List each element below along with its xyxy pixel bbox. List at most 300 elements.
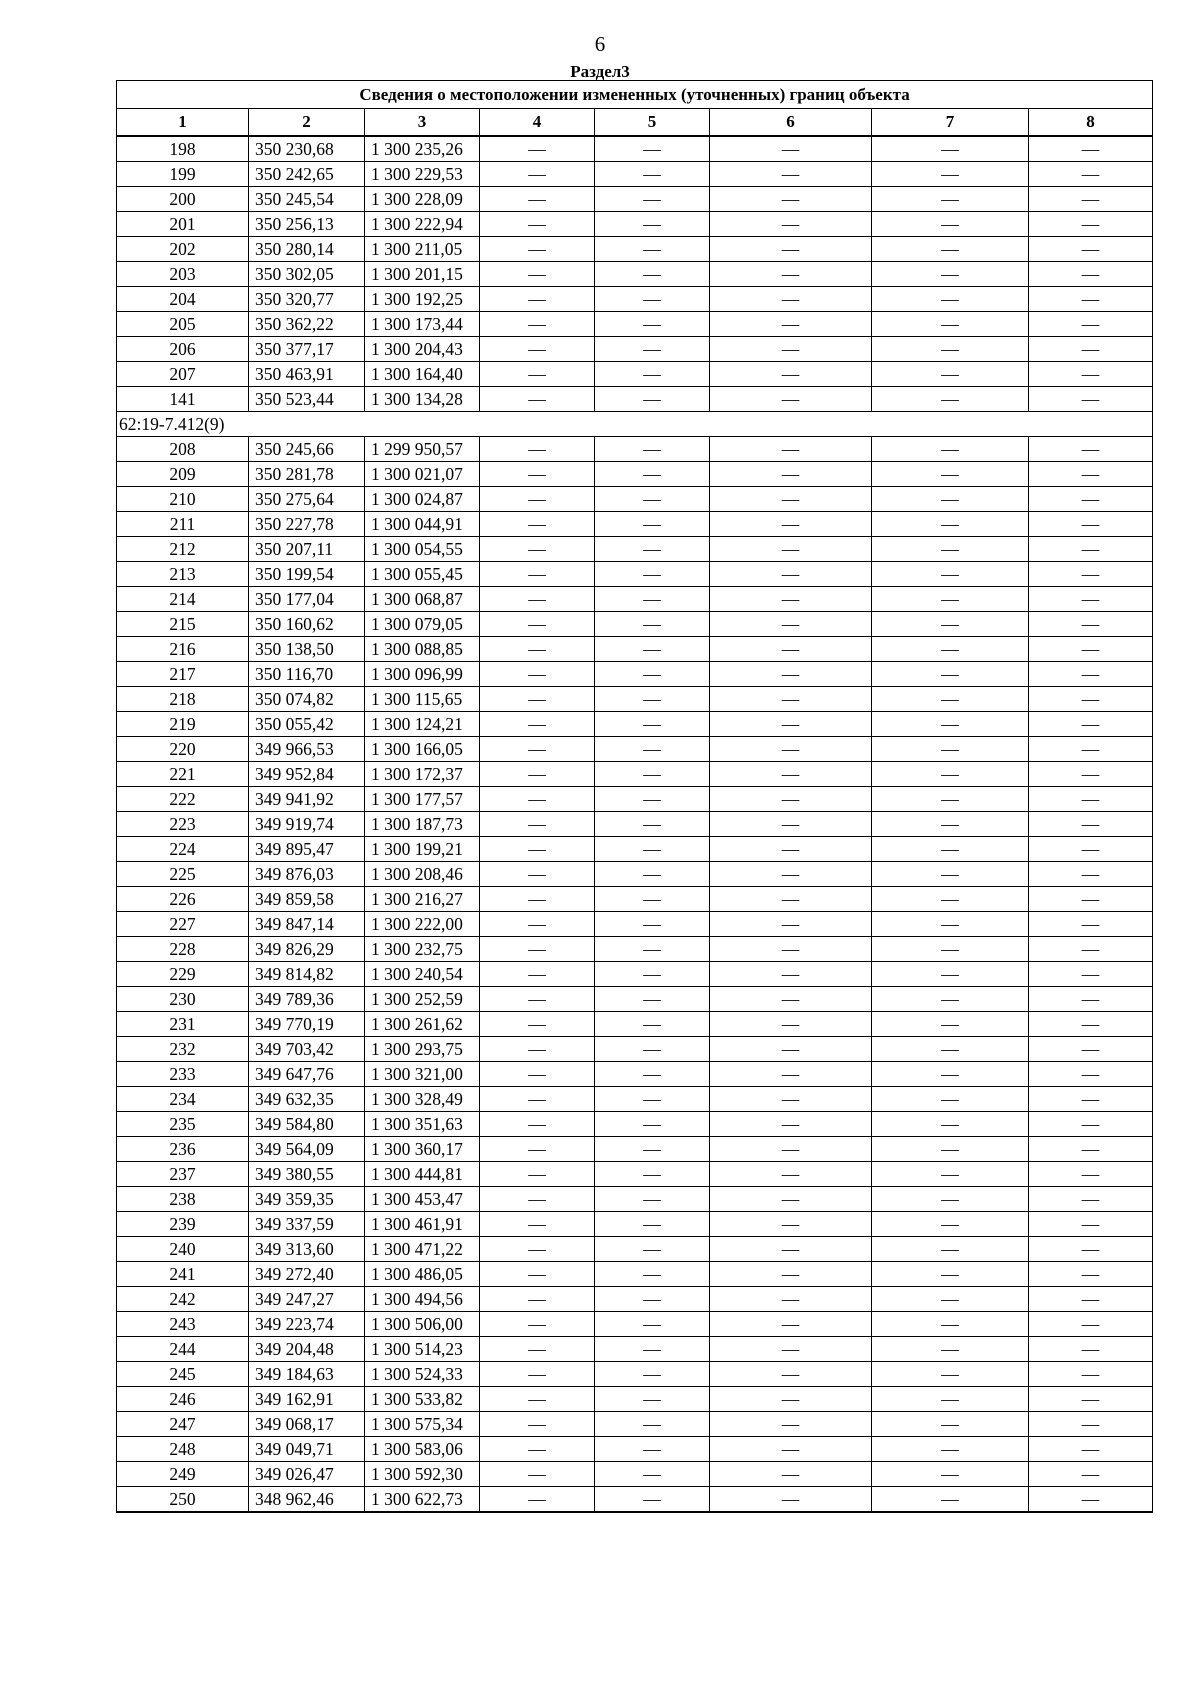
point-number-cell: 229 [117,962,249,987]
y-coordinate-cell: 1 300 055,45 [365,562,480,587]
empty-value-cell: — [872,1312,1029,1337]
empty-value-cell: — [480,1187,595,1212]
empty-value-cell: — [710,462,872,487]
empty-value-cell: — [480,237,595,262]
empty-value-cell: — [710,862,872,887]
empty-value-cell: — [710,187,872,212]
empty-value-cell: — [1029,1037,1153,1062]
empty-value-cell: — [872,1362,1029,1387]
empty-value-cell: — [710,1287,872,1312]
empty-value-cell: — [595,712,710,737]
empty-value-cell: — [710,1262,872,1287]
empty-value-cell: — [480,462,595,487]
y-coordinate-cell: 1 300 096,99 [365,662,480,687]
point-number-cell: 200 [117,187,249,212]
empty-value-cell: — [1029,1162,1153,1187]
empty-value-cell: — [480,937,595,962]
empty-value-cell: — [710,987,872,1012]
y-coordinate-cell: 1 300 173,44 [365,312,480,337]
empty-value-cell: — [872,837,1029,862]
x-coordinate-cell: 350 280,14 [249,237,365,262]
x-coordinate-cell: 349 204,48 [249,1337,365,1362]
x-coordinate-cell: 350 245,66 [249,437,365,462]
y-coordinate-cell: 1 300 024,87 [365,487,480,512]
table-row [117,1287,1153,1312]
empty-value-cell: — [710,1187,872,1212]
empty-value-cell: — [1029,737,1153,762]
table-row [117,587,1153,612]
empty-value-cell: — [1029,312,1153,337]
empty-value-cell: — [595,1062,710,1087]
y-coordinate-cell: 1 300 360,17 [365,1137,480,1162]
table-row [117,887,1153,912]
empty-value-cell: — [480,962,595,987]
empty-value-cell: — [595,1037,710,1062]
empty-value-cell: — [595,612,710,637]
empty-value-cell: — [480,1087,595,1112]
empty-value-cell: — [480,1487,595,1513]
empty-value-cell: — [872,1487,1029,1513]
empty-value-cell: — [480,1262,595,1287]
empty-value-cell: — [1029,187,1153,212]
empty-value-cell: — [710,512,872,537]
table-row [117,462,1153,487]
point-number-cell: 227 [117,912,249,937]
point-number-cell: 235 [117,1112,249,1137]
y-coordinate-cell: 1 300 486,05 [365,1262,480,1287]
empty-value-cell: — [595,487,710,512]
point-number-cell: 198 [117,136,249,162]
table-row [117,812,1153,837]
y-coordinate-cell: 1 300 240,54 [365,962,480,987]
empty-value-cell: — [710,337,872,362]
empty-value-cell: — [595,1312,710,1337]
empty-value-cell: — [595,337,710,362]
table-row [117,737,1153,762]
y-coordinate-cell: 1 300 471,22 [365,1237,480,1262]
empty-value-cell: — [480,136,595,162]
table-row [117,387,1153,412]
x-coordinate-cell: 350 275,64 [249,487,365,512]
empty-value-cell: — [1029,1137,1153,1162]
empty-value-cell: — [1029,287,1153,312]
empty-value-cell: — [872,712,1029,737]
empty-value-cell: — [710,1362,872,1387]
point-number-cell: 221 [117,762,249,787]
empty-value-cell: — [595,1012,710,1037]
y-coordinate-cell: 1 300 506,00 [365,1312,480,1337]
table-caption: Сведения о местоположении измененных (уточненных) границ объекта [117,81,1153,109]
table-row [117,912,1153,937]
x-coordinate-cell: 350 281,78 [249,462,365,487]
table-row [117,312,1153,337]
table-row [117,1112,1153,1137]
empty-value-cell: — [480,887,595,912]
y-coordinate-cell: 1 300 228,09 [365,187,480,212]
point-number-cell: 214 [117,587,249,612]
x-coordinate-cell: 350 320,77 [249,287,365,312]
empty-value-cell: — [1029,1462,1153,1487]
point-number-cell: 248 [117,1437,249,1462]
empty-value-cell: — [595,462,710,487]
point-number-cell: 246 [117,1387,249,1412]
table-body [117,81,1153,1513]
table-row [117,1437,1153,1462]
table-row [117,1262,1153,1287]
empty-value-cell: — [710,1387,872,1412]
y-coordinate-cell: 1 300 166,05 [365,737,480,762]
empty-value-cell: — [872,862,1029,887]
table-row [117,337,1153,362]
empty-value-cell: — [710,487,872,512]
empty-value-cell: — [595,587,710,612]
empty-value-cell: — [710,1337,872,1362]
y-coordinate-cell: 1 300 216,27 [365,887,480,912]
point-number-cell: 226 [117,887,249,912]
empty-value-cell: — [480,837,595,862]
empty-value-cell: — [1029,1487,1153,1513]
empty-value-cell: — [480,1412,595,1437]
table-row [117,1087,1153,1112]
point-number-cell: 245 [117,1362,249,1387]
empty-value-cell: — [710,237,872,262]
x-coordinate-cell: 349 966,53 [249,737,365,762]
empty-value-cell: — [1029,562,1153,587]
empty-value-cell: — [872,1012,1029,1037]
empty-value-cell: — [480,687,595,712]
empty-value-cell: — [710,637,872,662]
table-row [117,1162,1153,1187]
empty-value-cell: — [710,1062,872,1087]
x-coordinate-cell: 349 223,74 [249,1312,365,1337]
x-coordinate-cell: 349 826,29 [249,937,365,962]
empty-value-cell: — [480,587,595,612]
empty-value-cell: — [710,562,872,587]
empty-value-cell: — [872,487,1029,512]
point-number-cell: 208 [117,437,249,462]
empty-value-cell: — [1029,337,1153,362]
y-coordinate-cell: 1 300 533,82 [365,1387,480,1412]
table-row [117,1387,1153,1412]
x-coordinate-cell: 350 362,22 [249,312,365,337]
y-coordinate-cell: 1 300 321,00 [365,1062,480,1087]
empty-value-cell: — [710,612,872,637]
point-number-cell: 203 [117,262,249,287]
empty-value-cell: — [710,362,872,387]
y-coordinate-cell: 1 300 172,37 [365,762,480,787]
empty-value-cell: — [872,262,1029,287]
empty-value-cell: — [1029,987,1153,1012]
table-row [117,136,1153,162]
empty-value-cell: — [872,387,1029,412]
empty-value-cell: — [595,762,710,787]
y-coordinate-cell: 1 300 583,06 [365,1437,480,1462]
empty-value-cell: — [872,1237,1029,1262]
empty-value-cell: — [710,1087,872,1112]
empty-value-cell: — [1029,362,1153,387]
empty-value-cell: — [595,387,710,412]
empty-value-cell: — [595,1387,710,1412]
empty-value-cell: — [872,1262,1029,1287]
empty-value-cell: — [480,762,595,787]
empty-value-cell: — [1029,1012,1153,1037]
empty-value-cell: — [1029,136,1153,162]
table-row [117,362,1153,387]
table-row [117,487,1153,512]
empty-value-cell: — [710,262,872,287]
empty-value-cell: — [595,912,710,937]
empty-value-cell: — [1029,387,1153,412]
x-coordinate-cell: 349 247,27 [249,1287,365,1312]
table-row [117,837,1153,862]
empty-value-cell: — [872,662,1029,687]
empty-value-cell: — [710,1212,872,1237]
y-coordinate-cell: 1 300 494,56 [365,1287,480,1312]
empty-value-cell: — [595,987,710,1012]
point-number-cell: 219 [117,712,249,737]
empty-value-cell: — [595,1187,710,1212]
empty-value-cell: — [480,1037,595,1062]
empty-value-cell: — [595,1262,710,1287]
y-coordinate-cell: 1 300 351,63 [365,1112,480,1137]
point-number-cell: 224 [117,837,249,862]
empty-value-cell: — [872,1037,1029,1062]
table-row [117,1362,1153,1387]
table-row [117,1137,1153,1162]
point-number-cell: 234 [117,1087,249,1112]
empty-value-cell: — [595,862,710,887]
column-number: 4 [480,109,595,137]
point-number-cell: 199 [117,162,249,187]
empty-value-cell: — [595,362,710,387]
y-coordinate-cell: 1 300 021,07 [365,462,480,487]
x-coordinate-cell: 349 847,14 [249,912,365,937]
y-coordinate-cell: 1 300 328,49 [365,1087,480,1112]
group-label-row [117,412,1153,437]
page-number: 6 [594,32,606,56]
empty-value-cell: — [872,637,1029,662]
empty-value-cell: — [1029,1262,1153,1287]
point-number-cell: 206 [117,337,249,362]
table-row [117,1312,1153,1337]
point-number-cell: 207 [117,362,249,387]
empty-value-cell: — [710,312,872,337]
empty-value-cell: — [710,1137,872,1162]
empty-value-cell: — [595,662,710,687]
empty-value-cell: — [480,662,595,687]
empty-value-cell: — [595,1437,710,1462]
empty-value-cell: — [872,812,1029,837]
empty-value-cell: — [710,1462,872,1487]
point-number-cell: 205 [117,312,249,337]
x-coordinate-cell: 349 895,47 [249,837,365,862]
empty-value-cell: — [872,462,1029,487]
empty-value-cell: — [1029,887,1153,912]
point-number-cell: 250 [117,1487,249,1513]
empty-value-cell: — [480,612,595,637]
empty-value-cell: — [480,812,595,837]
empty-value-cell: — [480,187,595,212]
empty-value-cell: — [480,262,595,287]
empty-value-cell: — [595,187,710,212]
empty-value-cell: — [710,662,872,687]
empty-value-cell: — [480,487,595,512]
table-row [117,1012,1153,1037]
empty-value-cell: — [872,1087,1029,1112]
x-coordinate-cell: 350 199,54 [249,562,365,587]
empty-value-cell: — [710,162,872,187]
empty-value-cell: — [480,987,595,1012]
x-coordinate-cell: 349 859,58 [249,887,365,912]
x-coordinate-cell: 350 242,65 [249,162,365,187]
empty-value-cell: — [1029,837,1153,862]
y-coordinate-cell: 1 300 293,75 [365,1037,480,1062]
table-caption-row [117,81,1153,109]
empty-value-cell: — [480,1437,595,1462]
empty-value-cell: — [872,537,1029,562]
empty-value-cell: — [1029,237,1153,262]
empty-value-cell: — [1029,437,1153,462]
empty-value-cell: — [872,612,1029,637]
y-coordinate-cell: 1 300 134,28 [365,387,480,412]
y-coordinate-cell: 1 300 453,47 [365,1187,480,1212]
empty-value-cell: — [710,387,872,412]
y-coordinate-cell: 1 299 950,57 [365,437,480,462]
point-number-cell: 220 [117,737,249,762]
table-row [117,637,1153,662]
empty-value-cell: — [595,1412,710,1437]
point-number-cell: 202 [117,237,249,262]
empty-value-cell: — [710,212,872,237]
x-coordinate-cell: 349 814,82 [249,962,365,987]
column-number: 2 [249,109,365,137]
empty-value-cell: — [1029,1287,1153,1312]
empty-value-cell: — [710,1412,872,1437]
empty-value-cell: — [480,1387,595,1412]
empty-value-cell: — [595,562,710,587]
empty-value-cell: — [595,787,710,812]
x-coordinate-cell: 350 523,44 [249,387,365,412]
empty-value-cell: — [872,362,1029,387]
y-coordinate-cell: 1 300 514,23 [365,1337,480,1362]
empty-value-cell: — [872,587,1029,612]
point-number-cell: 247 [117,1412,249,1437]
empty-value-cell: — [480,787,595,812]
empty-value-cell: — [872,962,1029,987]
empty-value-cell: — [710,812,872,837]
point-number-cell: 239 [117,1212,249,1237]
table-row [117,212,1153,237]
y-coordinate-cell: 1 300 444,81 [365,1162,480,1187]
x-coordinate-cell: 350 227,78 [249,512,365,537]
empty-value-cell: — [595,962,710,987]
empty-value-cell: — [710,762,872,787]
empty-value-cell: — [710,937,872,962]
table-row [117,937,1153,962]
empty-value-cell: — [872,162,1029,187]
y-coordinate-cell: 1 300 232,75 [365,937,480,962]
empty-value-cell: — [710,1437,872,1462]
empty-value-cell: — [480,312,595,337]
x-coordinate-cell: 349 049,71 [249,1437,365,1462]
empty-value-cell: — [872,1187,1029,1212]
empty-value-cell: — [1029,1237,1153,1262]
table-row [117,1237,1153,1262]
point-number-cell: 249 [117,1462,249,1487]
y-coordinate-cell: 1 300 054,55 [365,537,480,562]
group-label: 62:19-7.412(9) [117,412,1153,437]
empty-value-cell: — [1029,687,1153,712]
empty-value-cell: — [872,1162,1029,1187]
empty-value-cell: — [710,1312,872,1337]
empty-value-cell: — [710,136,872,162]
x-coordinate-cell: 350 207,11 [249,537,365,562]
empty-value-cell: — [1029,712,1153,737]
point-number-cell: 240 [117,1237,249,1262]
empty-value-cell: — [872,1412,1029,1437]
empty-value-cell: — [872,887,1029,912]
empty-value-cell: — [595,1487,710,1513]
point-number-cell: 218 [117,687,249,712]
boundary-coordinates-table [116,80,1153,1513]
x-coordinate-cell: 349 647,76 [249,1062,365,1087]
y-coordinate-cell: 1 300 208,46 [365,862,480,887]
empty-value-cell: — [872,237,1029,262]
empty-value-cell: — [1029,1312,1153,1337]
x-coordinate-cell: 350 055,42 [249,712,365,737]
empty-value-cell: — [595,512,710,537]
table-row [117,562,1153,587]
y-coordinate-cell: 1 300 222,00 [365,912,480,937]
empty-value-cell: — [710,537,872,562]
empty-value-cell: — [480,637,595,662]
empty-value-cell: — [595,937,710,962]
point-number-cell: 216 [117,637,249,662]
empty-value-cell: — [480,1362,595,1387]
y-coordinate-cell: 1 300 622,73 [365,1487,480,1513]
empty-value-cell: — [1029,662,1153,687]
point-number-cell: 223 [117,812,249,837]
x-coordinate-cell: 349 941,92 [249,787,365,812]
x-coordinate-cell: 349 162,91 [249,1387,365,1412]
column-number: 3 [365,109,480,137]
empty-value-cell: — [1029,487,1153,512]
x-coordinate-cell: 349 919,74 [249,812,365,837]
empty-value-cell: — [595,136,710,162]
x-coordinate-cell: 349 184,63 [249,1362,365,1387]
empty-value-cell: — [710,437,872,462]
x-coordinate-cell: 350 377,17 [249,337,365,362]
empty-value-cell: — [872,1112,1029,1137]
x-coordinate-cell: 350 177,04 [249,587,365,612]
point-number-cell: 238 [117,1187,249,1212]
empty-value-cell: — [1029,162,1153,187]
x-coordinate-cell: 349 952,84 [249,762,365,787]
empty-value-cell: — [1029,812,1153,837]
point-number-cell: 232 [117,1037,249,1062]
empty-value-cell: — [710,1487,872,1513]
x-coordinate-cell: 349 564,09 [249,1137,365,1162]
point-number-cell: 241 [117,1262,249,1287]
table-row [117,237,1153,262]
empty-value-cell: — [480,212,595,237]
empty-value-cell: — [595,437,710,462]
empty-value-cell: — [710,1012,872,1037]
empty-value-cell: — [872,187,1029,212]
empty-value-cell: — [480,912,595,937]
point-number-cell: 213 [117,562,249,587]
point-number-cell: 141 [117,387,249,412]
